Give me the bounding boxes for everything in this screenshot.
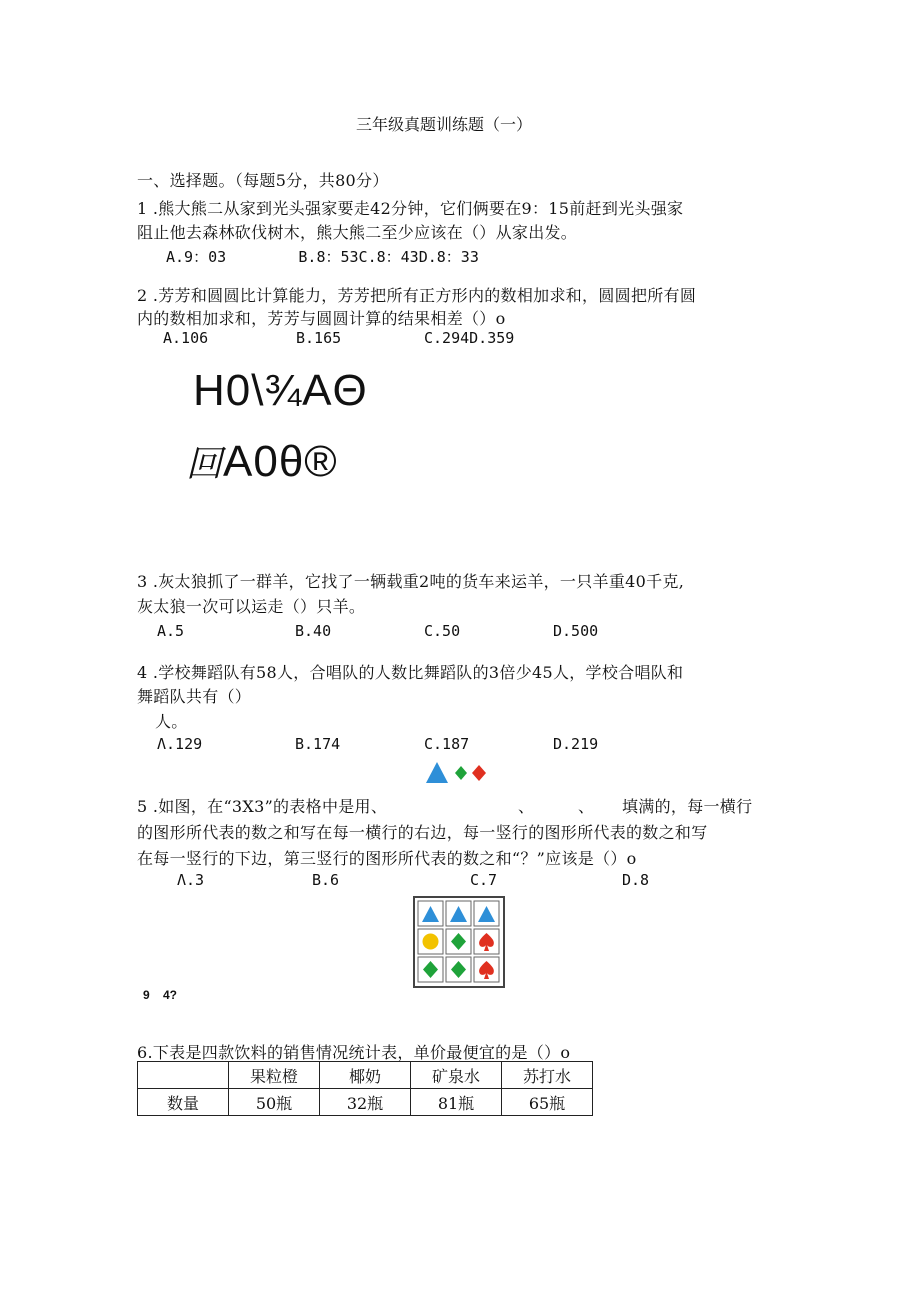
q5-line1-a: 5 .如图，在“3X3”的表格中是用、 bbox=[137, 797, 388, 816]
q5-line1-d: 填满的，每一横行 bbox=[622, 797, 753, 816]
q2-figure-prefix: 回 bbox=[186, 443, 224, 484]
q5-option-a: Λ.3 bbox=[177, 871, 205, 889]
q2-option-cd: C.294D.359 bbox=[424, 329, 515, 347]
table-header-row bbox=[138, 1062, 593, 1089]
q3-line2: 灰太狼一次可以运走（）只羊。 bbox=[137, 597, 366, 616]
q5-grid bbox=[413, 896, 505, 988]
q3-option-c: C.50 bbox=[424, 622, 461, 640]
q4-line1: 4 .学校舞蹈队有58人，合唱队的人数比舞蹈队的3倍少45人，学校合唱队和 bbox=[137, 663, 684, 682]
q5-grid-shapes bbox=[415, 898, 503, 986]
q5-line1-b: 、 bbox=[518, 797, 535, 816]
q5-line2: 的图形所代表的数之和写在每一横行的右边，每一竖行的图形所代表的数之和写 bbox=[137, 823, 708, 842]
q4-line2: 舞蹈队共有（） bbox=[137, 687, 252, 706]
q4-option-c: C.187 bbox=[424, 735, 470, 753]
heart-icon bbox=[472, 765, 486, 781]
q6-line1: 6.下表是四款饮料的销售情况统计表，单价最便宜的是（）o bbox=[137, 1043, 571, 1062]
q2-option-b: B.165 bbox=[296, 329, 342, 347]
table-cell: 32瓶 bbox=[320, 1089, 411, 1116]
q1-line1: 1 .熊大熊二从家到光头强家要走42分钟，它们俩要在9：15前赶到光头强家 bbox=[137, 199, 684, 218]
table-header-cell: 矿泉水 bbox=[411, 1062, 502, 1089]
table-cell: 81瓶 bbox=[411, 1089, 502, 1116]
q2-option-a: A.106 bbox=[163, 329, 209, 347]
table-header-cell bbox=[138, 1062, 229, 1089]
q2-figure-line1: H0\¾AΘ bbox=[193, 366, 368, 415]
q5-option-b: B.6 bbox=[312, 871, 340, 889]
q5-option-d: D.8 bbox=[622, 871, 650, 889]
table-cell: 65瓶 bbox=[502, 1089, 593, 1116]
q5-option-c: C.7 bbox=[470, 871, 498, 889]
q2-figure-text: A0θ® bbox=[223, 437, 338, 486]
page-title: 三年级真题训练题（一） bbox=[356, 115, 533, 134]
table-header-cell: 苏打水 bbox=[502, 1062, 593, 1089]
q4-line3: 人。 bbox=[155, 712, 188, 731]
sales-table bbox=[137, 1061, 593, 1116]
table-row-label: 数量 bbox=[138, 1089, 229, 1116]
q2-line2: 内的数相加求和，芳芳与圆圆计算的结果相差（）o bbox=[137, 309, 506, 328]
q3-option-b: B.40 bbox=[295, 622, 332, 640]
diamond-icon bbox=[455, 766, 467, 780]
q3-option-d: D.500 bbox=[553, 622, 599, 640]
q3-option-a: A.5 bbox=[157, 622, 185, 640]
q5-shape-legend bbox=[425, 761, 491, 785]
table-header-cell: 果粒橙 bbox=[229, 1062, 320, 1089]
q5-column-sums: 9 4? bbox=[143, 988, 178, 1002]
q1-line2: 阻止他去森林砍伐树木，熊大熊二至少应该在（）从家出发。 bbox=[137, 223, 578, 242]
q5-line1-c: 、 bbox=[578, 797, 595, 816]
section-header: 一、选择题。（每题5分，共80分） bbox=[137, 171, 389, 190]
q2-figure-line2 bbox=[186, 436, 338, 487]
table-cell: 50瓶 bbox=[229, 1089, 320, 1116]
grid-circle-icon bbox=[423, 934, 439, 950]
q1-options: A.9：03 B.8：53C.8：43D.8：33 bbox=[166, 248, 479, 266]
table-row bbox=[138, 1089, 593, 1116]
table-header-cell: 椰奶 bbox=[320, 1062, 411, 1089]
q3-line1: 3 .灰太狼抓了一群羊，它找了一辆载重2吨的货车来运羊，一只羊重40千克, bbox=[137, 572, 685, 591]
q2-line1: 2 .芳芳和圆圆比计算能力，芳芳把所有正方形内的数相加求和，圆圆把所有圆 bbox=[137, 286, 697, 305]
q4-option-b: B.174 bbox=[295, 735, 341, 753]
q4-option-a: Λ.129 bbox=[157, 735, 203, 753]
q4-option-d: D.219 bbox=[553, 735, 599, 753]
triangle-icon bbox=[426, 762, 448, 783]
q5-line3: 在每一竖行的下边，第三竖行的图形所代表的数之和“？”应该是（）o bbox=[137, 849, 637, 868]
